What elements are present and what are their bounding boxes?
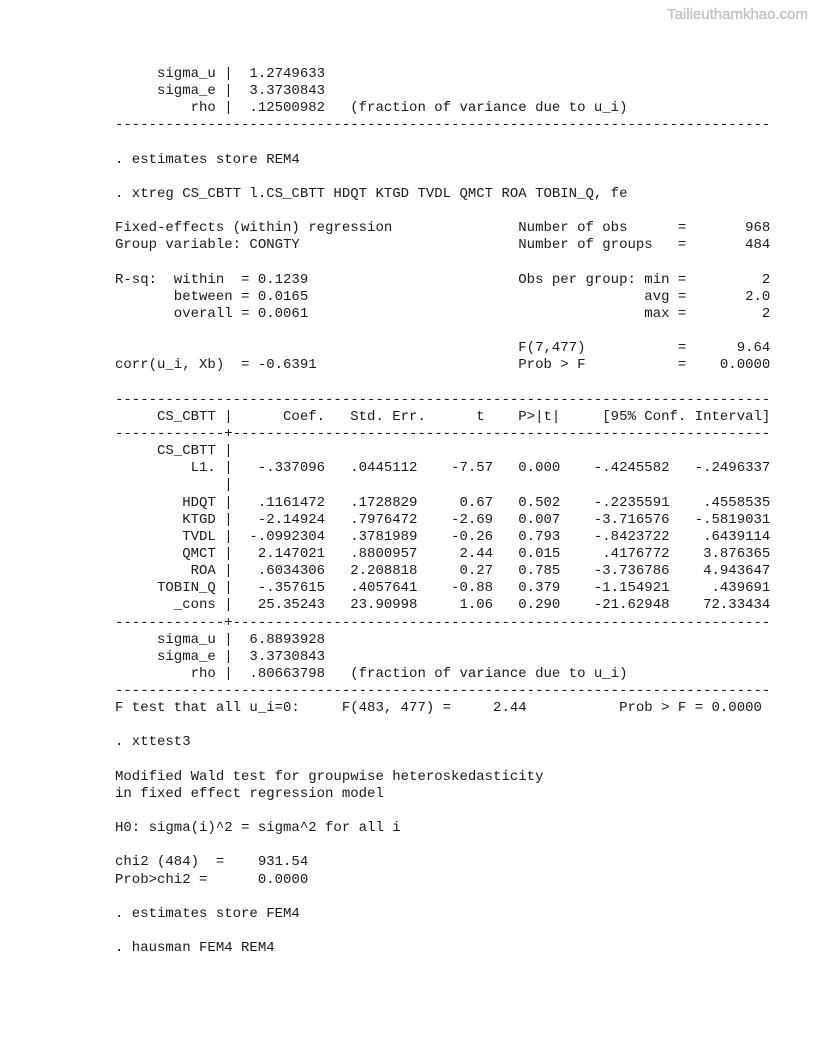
output-line: sigma_e | 3.3730843 (115, 648, 326, 665)
output-line: Modified Wald test for groupwise heteroskedasticity (115, 768, 544, 785)
output-line: | (115, 477, 233, 494)
output-line: H0: sigma(i)^2 = sigma^2 for all i (115, 820, 401, 837)
output-line: HDQT | .1161472 .1728829 0.67 0.502 -.2235591 .4558535 (115, 494, 771, 511)
output-line: rho | .12500982 (fraction of variance due to u_i) (115, 100, 628, 117)
output-line (115, 203, 770, 220)
output-line (115, 255, 770, 272)
output-line (115, 837, 770, 854)
output-line: R-sq: within = 0.1239 Obs per group: min = 2 (115, 271, 771, 288)
output-line: sigma_u | 1.2749633 (115, 66, 326, 82)
output-line: rho | .80663798 (fraction of variance due to u_i) (115, 665, 628, 682)
output-line: -------------+---------------------------------------------------------------- (115, 614, 771, 631)
output-line: Fixed-effects (within) regression Number of obs = 968 (115, 220, 771, 237)
output-line: QMCT | 2.147021 .8800957 2.44 0.015 .4176772 3.876365 (115, 545, 771, 562)
output-line: ------------------------------------------------------------------------------ (115, 391, 771, 408)
output-line: sigma_e | 3.3730843 (115, 83, 326, 100)
output-line: L1. | -.337096 .0445112 -7.57 0.000 -.4245582 -.2496337 (115, 460, 771, 477)
output-line: . xtreg CS_CBTT l.CS_CBTT HDQT KTGD TVDL QMCT ROA TOBIN_Q, fe (115, 185, 628, 202)
output-line: . estimates store REM4 (115, 151, 300, 168)
output-line: ------------------------------------------------------------------------------ (115, 117, 771, 134)
output-line: Prob>chi2 = 0.0000 (115, 871, 309, 888)
output-line (115, 717, 770, 734)
output-line: in fixed effect regression model (115, 785, 384, 802)
output-line: between = 0.0165 avg = 2.0 (115, 288, 771, 305)
output-line (115, 803, 770, 820)
output-line: TVDL | -.0992304 .3781989 -0.26 0.793 -.8423722 .6439114 (115, 528, 771, 545)
output-line: KTGD | -2.14924 .7976472 -2.69 0.007 -3.716576 -.5819031 (115, 511, 771, 528)
output-line: -------------+---------------------------------------------------------------- (115, 425, 771, 442)
output-line (115, 135, 770, 152)
output-line: chi2 (484) = 931.54 (115, 854, 309, 871)
output-line: sigma_u | 6.8893928 (115, 631, 326, 648)
output-line: ROA | .6034306 2.208818 0.27 0.785 -3.736786 4.943647 (115, 563, 771, 580)
stata-output-log (115, 66, 770, 957)
output-line (115, 923, 770, 940)
output-line: CS_CBTT | Coef. Std. Err. t P>|t| [95% Conf. Interval] (115, 408, 771, 425)
output-line: CS_CBTT | (115, 443, 233, 460)
output-line: ------------------------------------------------------------------------------ (115, 683, 771, 700)
output-line (115, 323, 770, 340)
output-line: F test that all u_i=0: F(483, 477) = 2.44 Prob > F = 0.0000 (115, 700, 762, 717)
output-line: . xttest3 (115, 734, 191, 751)
output-line: overall = 0.0061 max = 2 (115, 305, 771, 322)
output-line: . hausman FEM4 REM4 (115, 940, 275, 957)
output-line: corr(u_i, Xb) = -0.6391 Prob > F = 0.0000 (115, 357, 771, 374)
output-line: TOBIN_Q | -.357615 .4057641 -0.88 0.379 -1.154921 .439691 (115, 580, 771, 597)
output-line (115, 889, 770, 906)
output-line: . estimates store FEM4 (115, 905, 300, 922)
output-line: Group variable: CONGTY Number of groups = 484 (115, 237, 771, 254)
watermark-text: Tailieuthamkhao.com (667, 6, 808, 23)
output-line (115, 169, 770, 186)
output-line (115, 375, 770, 392)
output-line: F(7,477) = 9.64 (115, 340, 771, 357)
output-line (115, 752, 770, 769)
output-line: _cons | 25.35243 23.90998 1.06 0.290 -21.62948 72.33434 (115, 597, 771, 614)
